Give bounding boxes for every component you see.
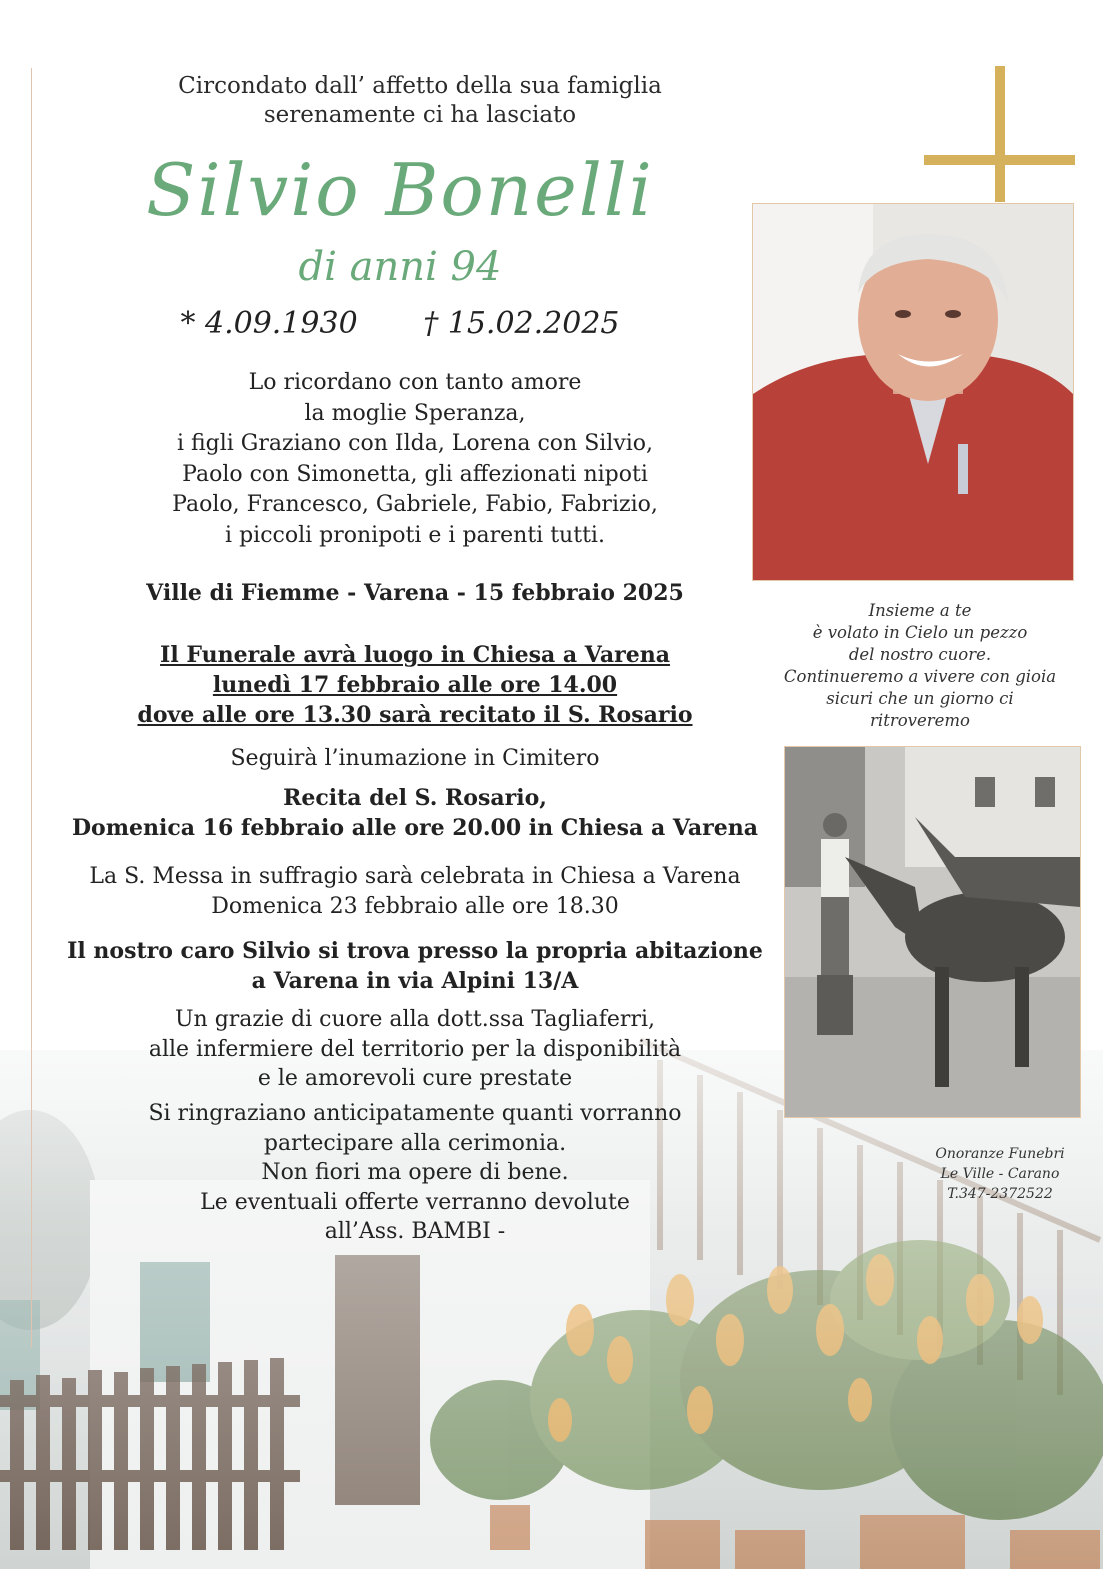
memorial-quote: Insieme a te è volato in Cielo un pezzo del nostro cuore. Continueremo a vivere con gioia sicuri che un giorno ci ritroveremo xyxy=(783,601,1057,730)
place-and-date: Ville di Fiemme - Varena - 15 febbraio 2025 xyxy=(146,580,684,606)
mass-info: La S. Messa in suffragio sarà celebrata in Chiesa a Varena Domenica 23 febbraio alle ore 18.30 xyxy=(89,864,741,919)
rosary-info: Recita del S. Rosario, Domenica 16 febbraio alle ore 20.00 in Chiesa a Varena xyxy=(71,785,759,841)
left-divider-line xyxy=(31,68,32,1348)
cross-icon-vertical xyxy=(995,66,1005,202)
life-dates xyxy=(40,304,760,344)
vintage-photo-horses xyxy=(784,746,1081,1118)
portrait-photo xyxy=(752,203,1074,581)
closing-note: Si ringraziano anticipatamente quanti vorranno partecipare alla cerimonia. Non fiori ma opere di bene. Le eventuali offerte verranno devolute all’Ass. BAMBI - xyxy=(148,1101,682,1244)
funeral-info: Il Funerale avrà luogo in Chiesa a Varena lunedì 17 febbraio alle ore 14.00 dove alle ore 13.30 sarà recitato il S. Rosario xyxy=(137,642,693,728)
cross-icon-horizontal xyxy=(924,155,1075,165)
birth-date: * 4.09.1930 xyxy=(180,306,358,341)
inhumation-note: Seguirà l’inumazione in Cimitero xyxy=(230,746,600,771)
intro-text: Circondato dall’ affetto della sua famiglia serenamente ci ha lasciato xyxy=(178,73,662,128)
death-date: † 15.02.2025 xyxy=(423,306,620,341)
deceased-name: Silvio Bonelli xyxy=(146,148,654,232)
thanks-note: Un grazie di cuore alla dott.ssa Tagliaferri, alle infermiere del territorio per la disponibilità e le amorevoli cure prestate xyxy=(148,1007,682,1091)
deceased-age: di anni 94 xyxy=(298,244,502,290)
family-remembrance: Lo ricordano con tanto amore la moglie Speranza, i figli Graziano con Ilda, Lorena con Silvio, Paolo con Simonetta, gli affezionati nipoti Paolo, Francesco, Gabriele, Fabio, Fabrizio, i piccoli pronipoti e i parenti tutti. xyxy=(172,370,658,548)
funeral-agency: Onoranze Funebri Le Ville - Carano T.347-2372522 xyxy=(935,1146,1065,1202)
home-location: Il nostro caro Silvio si trova presso la propria abitazione a Varena in via Alpini 13/A xyxy=(67,938,763,994)
